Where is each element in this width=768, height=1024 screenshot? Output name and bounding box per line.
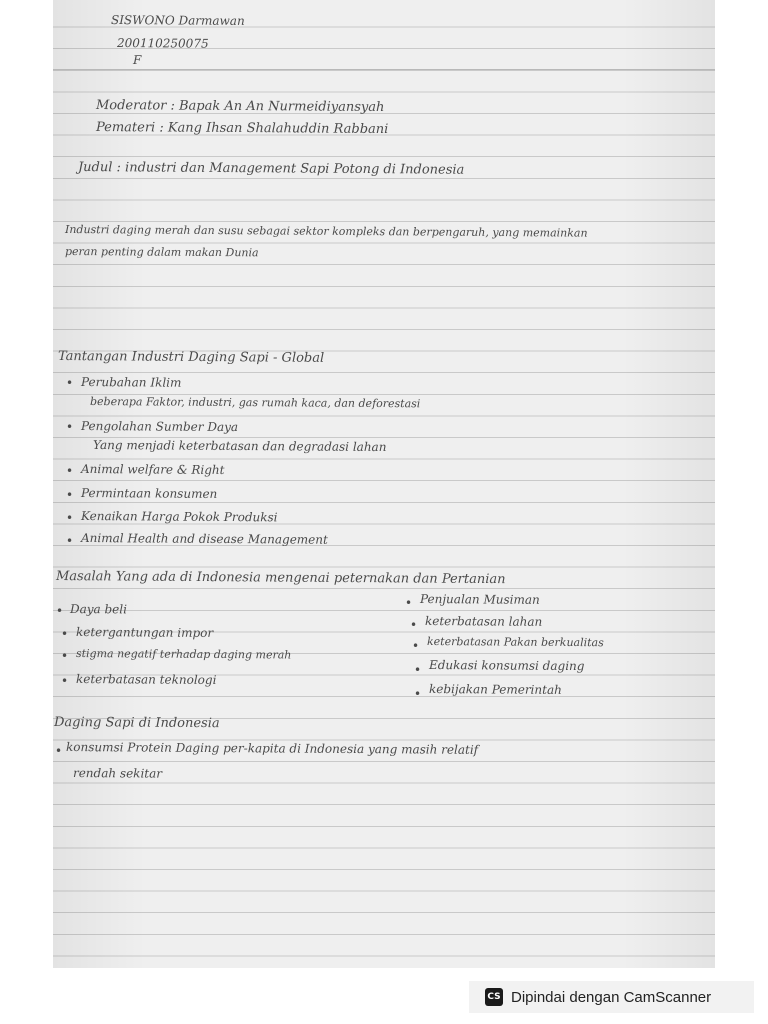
camscanner-watermark — [469, 981, 754, 1013]
section-title-global: Tantangan Industri Daging Sapi - Global — [57, 349, 325, 366]
bullet-dot: • — [66, 511, 74, 525]
list-item: keterbatasan Pakan berkualitas — [426, 635, 604, 650]
list-item-sub: Yang menjadi keterbatasan dan degradasi lahan — [92, 438, 387, 455]
list-item: Pengolahan Sumber Daya — [80, 419, 239, 435]
list-item: Animal Health and disease Management — [80, 531, 328, 547]
bullet-dot: • — [414, 663, 422, 677]
list-item: Edukasi konsumsi daging — [428, 658, 585, 674]
bullet-dot: • — [414, 687, 422, 701]
intro-line-1: Industri daging merah dan susu sebagai sektor kompleks dan berpengaruh, yang memainkan — [64, 223, 588, 240]
list-item: Perubahan Iklim — [80, 375, 182, 390]
pemateri-line: Pemateri : Kang Ihsan Shalahuddin Rabbani — [95, 120, 389, 138]
camscanner-logo-icon: CS — [485, 988, 503, 1006]
list-item: konsumsi Protein Daging per-kapita di Indonesia yang masih relatif — [65, 740, 479, 757]
list-item: stigma negatif terhadap daging merah — [75, 647, 292, 662]
moderator-line: Moderator : Bapak An An Nurmeidiyansyah — [95, 98, 385, 116]
list-item: Penjualan Musiman — [419, 592, 540, 607]
list-item-sub: beberapa Faktor, industri, gas rumah kaca, dan deforestasi — [89, 395, 421, 411]
bullet-dot: • — [66, 464, 74, 478]
list-item: keterbatasan lahan — [424, 614, 543, 629]
list-item: Permintaan konsumen — [80, 486, 218, 501]
header-divider — [53, 69, 715, 70]
list-item: ketergantungan impor — [75, 625, 214, 640]
list-item: keterbatasan teknologi — [75, 672, 217, 687]
bullet-dot: • — [61, 627, 69, 641]
list-item: kebijakan Pemerintah — [428, 682, 562, 697]
student-name: SISWONO Darmawan — [110, 13, 245, 28]
intro-line-2: peran penting dalam makan Dunia — [64, 245, 259, 260]
student-number: 200110250075 — [116, 36, 209, 51]
section-title-indonesia-problems: Masalah Yang ada di Indonesia mengenai peternakan dan Pertanian — [55, 569, 506, 588]
bullet-dot: • — [66, 488, 74, 502]
list-item: Daya beli — [69, 602, 128, 617]
bullet-dot: • — [55, 744, 63, 758]
list-item: Animal welfare & Right — [80, 462, 225, 478]
bullet-dot: • — [410, 618, 418, 632]
bullet-dot: • — [412, 639, 420, 653]
bullet-dot: • — [66, 376, 74, 390]
bullet-dot: • — [56, 604, 64, 618]
bullet-dot: • — [61, 649, 69, 663]
list-item-continuation: rendah sekitar — [72, 766, 163, 781]
bullet-dot: • — [66, 420, 74, 434]
bullet-dot: • — [61, 674, 69, 688]
camscanner-label: Dipindai dengan CamScanner — [511, 988, 712, 1006]
section-title-beef-indonesia: Daging Sapi di Indonesia — [53, 715, 220, 732]
list-item: Kenaikan Harga Pokok Produksi — [80, 509, 278, 525]
notebook-page — [53, 0, 715, 968]
bullet-dot: • — [405, 596, 413, 610]
judul-line: Judul : industri dan Management Sapi Potong di Indonesia — [77, 160, 465, 178]
bullet-dot: • — [66, 534, 74, 548]
class-letter: F — [132, 53, 142, 68]
